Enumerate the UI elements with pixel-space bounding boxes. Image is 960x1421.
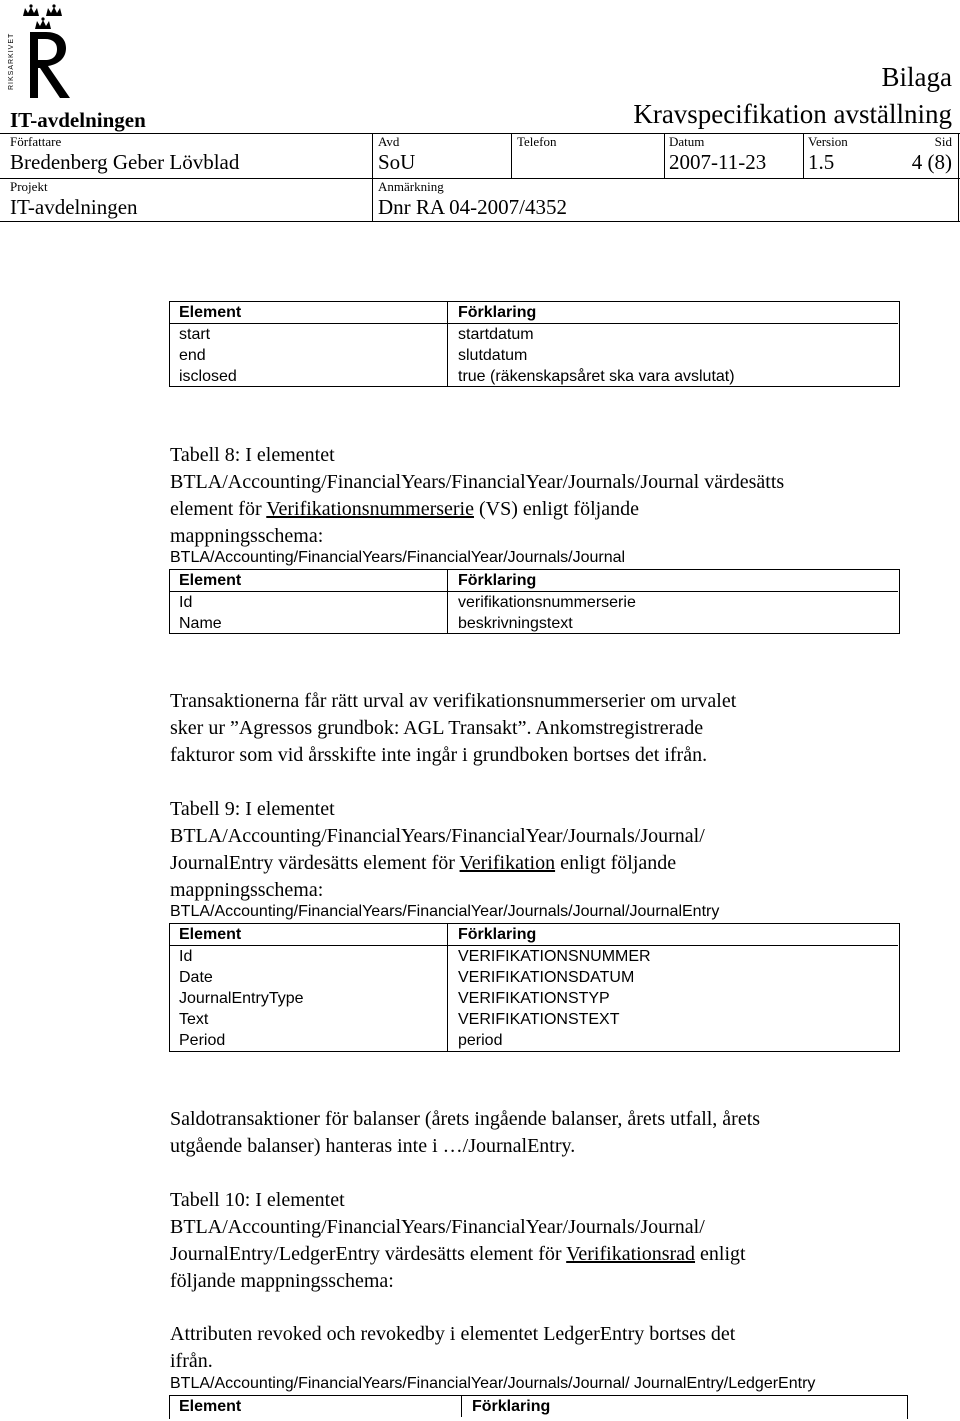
projekt-value: IT-avdelningen: [10, 195, 138, 219]
table-row: Id VERIFIKATIONSNUMMER: [169, 946, 898, 968]
table-row: end slutdatum: [169, 345, 898, 366]
table-header-row: Element Förklaring: [169, 924, 898, 946]
table-journalentry-mapping: [169, 924, 898, 1051]
table-row: Date VERIFIKATIONSDATUM: [169, 967, 898, 988]
crowns-logo-icon: [8, 2, 78, 106]
table-row: start startdatum: [169, 324, 898, 346]
datum-label: Datum: [669, 134, 705, 149]
sid-label: Sid: [934, 134, 952, 149]
table-row: Text VERIFIKATIONSTEXT: [169, 1009, 898, 1030]
table-header-row: Element Förklaring: [169, 1396, 912, 1417]
org-name: IT-avdelningen: [10, 108, 146, 132]
column-header-forklaring: Förklaring: [448, 302, 899, 324]
forfattare-label: Författare: [10, 134, 62, 149]
table-row: Period period: [169, 1030, 898, 1051]
table-header-row: Element Förklaring: [169, 570, 898, 592]
forfattare-value: Bredenberg Geber Lövblad: [10, 150, 240, 174]
table-row: JournalEntryType VERIFIKATIONSTYP: [169, 988, 898, 1009]
version-label: Version: [808, 134, 848, 149]
telefon-label: Telefon: [517, 134, 557, 149]
table-path-ledgerentry: BTLA/Accounting/FinancialYears/FinancialYear/Journals/Journal/ JournalEntry/LedgerEntry: [170, 1375, 816, 1392]
link-verifikationsrad[interactable]: Verifikationsrad: [566, 1243, 696, 1265]
header-line-mid: [0, 178, 960, 179]
document-title: Kravspecifikation avställning: [633, 99, 952, 129]
bilaga-label: Bilaga: [881, 62, 952, 92]
anmarkning-value: Dnr RA 04-2007/4352: [378, 195, 567, 219]
version-value: 1.5: [808, 150, 835, 174]
paragraph-transaktioner: Transaktionerna får rätt urval av verifikationsnummerserier om urvalet sker ur ”Agressos grundbok: AGL Transakt”. Ankomstregistrerade fakturor som vid årsskifte inte ingår i grundboken bortses det ifrån.: [170, 690, 737, 766]
projekt-label: Projekt: [10, 179, 48, 194]
paragraph-tabell-9: Tabell 9: I elementet BTLA/Accounting/FinancialYears/FinancialYear/Journals/Journal/ JournalEntry värdesätts element för Verifikation enligt följande mappningsschema:: [170, 798, 705, 901]
table-row: Id verifikationsnummerserie: [169, 592, 898, 614]
table-path-journal: BTLA/Accounting/FinancialYears/FinancialYear/Journals/Journal: [170, 549, 626, 566]
table-ledgerentry-mapping: [169, 1396, 912, 1417]
header-line-bottom: [0, 221, 960, 222]
datum-value: 2007-11-23: [669, 150, 767, 174]
link-verifikationsnummerserie[interactable]: Verifikationsnummerserie: [266, 498, 474, 520]
column-header-element: Element: [169, 302, 448, 324]
sid-value: 4 (8): [911, 150, 952, 174]
avd-value: SoU: [378, 150, 416, 174]
table-row: Name beskrivningstext: [169, 613, 898, 634]
anmarkning-label: Anmärkning: [378, 179, 444, 194]
paragraph-tabell-8: Tabell 8: I elementet BTLA/Accounting/FinancialYears/FinancialYear/Journals/Journal värdesätts element för Verifikationsnummerserie (VS) enligt följande mappningsschema:: [170, 444, 785, 547]
paragraph-attributen: Attributen revoked och revokedby i elementet LedgerEntry bortses det ifrån.: [170, 1323, 736, 1372]
paragraph-tabell-10: Tabell 10: I elementet BTLA/Accounting/FinancialYears/FinancialYear/Journals/Journal/ JournalEntry/LedgerEntry värdesätts element för Verifikationsrad enligt följande mappningsschema:: [170, 1189, 746, 1292]
riksarkivet-logo: [8, 2, 78, 106]
avd-label: Avd: [378, 134, 400, 149]
paragraph-saldotransaktioner: Saldotransaktioner för balanser (årets ingående balanser, årets utfall, årets utgående balanser) hanteras inte i …/JournalEntry.: [170, 1108, 761, 1157]
logo-text: RIKSARKIVET: [8, 32, 15, 90]
link-verifikation[interactable]: Verifikation: [459, 852, 556, 874]
table-period-mapping: [169, 302, 898, 387]
table-row: isclosed true (räkenskapsåret ska vara avslutat): [169, 366, 898, 387]
table-journal-mapping: [169, 570, 898, 634]
table-path-journalentry: BTLA/Accounting/FinancialYears/FinancialYear/Journals/Journal/JournalEntry: [170, 903, 720, 920]
table-header-row: [169, 302, 898, 324]
